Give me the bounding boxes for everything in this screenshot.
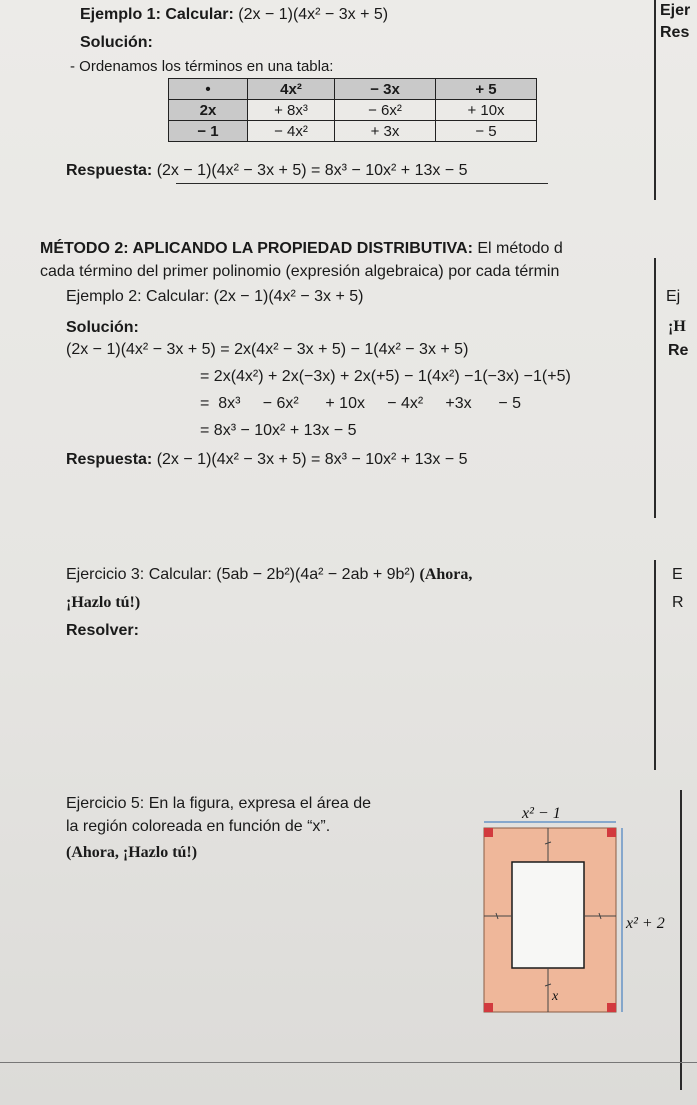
answer-underline [176,183,548,184]
ej1-ordenamos: - Ordenamos los términos en una tabla: [70,58,334,75]
ej1-title [80,6,388,24]
ej2-title-label: Ejemplo 2: Calcular: [66,288,214,305]
ej3-ahora: (Ahora, [419,566,473,583]
label-bottom: x [552,989,559,1004]
ej2-respuesta [66,451,468,469]
table-cell: − 3x [335,79,436,100]
ej1-expr: (2x − 1)(4x² − 3x + 5) [238,6,389,23]
right-col-text: Ejer [660,2,691,19]
ej2-title [66,288,363,306]
ej2-line-2: = 8x³ − 6x² + 10x − 4x² +3x − 5 [200,395,522,412]
area-figure [470,800,680,1040]
table-cell: + 10x [436,100,537,121]
ej3-hazlo: ¡Hazlo tú!) [66,594,141,611]
label-top: x² − 1 [522,805,561,822]
table-row [169,100,537,121]
ej2-respuesta-label: Respuesta: [66,451,157,468]
ej3-expr: (5ab − 2b²)(4a² − 2ab + 9b²) [216,566,420,583]
ej3-title [66,566,472,584]
table-cell: 4x² [248,79,335,100]
ej2-line-1: = 2x(4x²) + 2x(−3x) + 2x(+5) − 1(4x²) −1(−3x) −1(+5) [200,368,571,385]
ej5-line2: la región coloreada en función de “x”. [66,818,331,835]
ej2-line-3: = 8x³ − 10x² + 13x − 5 [200,422,357,439]
table-cell: 2x [169,100,248,121]
table-row [169,79,537,100]
ej5-hazlo: (Ahora, ¡Hazlo tú!) [66,844,198,861]
table-cell: − 1 [169,121,248,142]
ej3-resolver: Resolver: [66,622,139,639]
bottom-divider [0,1062,697,1063]
table-cell: + 3x [335,121,436,142]
right-col-text: E [672,566,683,583]
column-divider [680,790,682,1090]
table-cell: − 4x² [248,121,335,142]
ej2-respuesta-expr: (2x − 1)(4x² − 3x + 5) = 8x³ − 10x² + 13x − 5 [156,451,468,468]
right-col-text: Res [660,24,690,41]
right-col-text: Ej [666,288,681,305]
ej1-respuesta-expr: (2x − 1)(4x² − 3x + 5) = 8x³ − 10x² + 13x − 5 [156,162,468,179]
ej2-line-0: (2x − 1)(4x² − 3x + 5) = 2x(4x² − 3x + 5) − 1(4x² − 3x + 5) [66,341,469,358]
metodo2-line1 [40,240,563,258]
right-col-text: R [672,594,684,611]
ej2-solucion: Solución: [66,319,139,336]
metodo2-desc2: cada término del primer polinomio (expresión algebraica) por cada términ [40,263,560,280]
ej1-title-label: Ejemplo 1: Calcular: [80,6,239,23]
ej3-title-label: Ejercicio 3: Calcular: [66,566,217,583]
ej2-expr: (2x − 1)(4x² − 3x + 5) [213,288,364,305]
column-divider [654,258,656,518]
table-cell: • [169,79,248,100]
multiplication-table [168,78,537,142]
metodo2-desc1: El método d [477,240,563,257]
ej5-line1: Ejercicio 5: En la figura, expresa el área de [66,795,372,812]
table-cell: + 8x³ [248,100,335,121]
table-cell: + 5 [436,79,537,100]
label-right: x² + 2 [626,915,665,932]
right-col-text: ¡H [668,318,686,335]
table-cell: − 6x² [335,100,436,121]
column-divider [654,560,656,770]
metodo2-heading: MÉTODO 2: APLICANDO LA PROPIEDAD DISTRIBUTIVA: [40,240,478,257]
ej1-solucion: Solución: [80,34,153,51]
table-row [169,121,537,142]
ej1-respuesta-label: Respuesta: [66,162,157,179]
table-cell: − 5 [436,121,537,142]
ej1-respuesta [66,162,468,180]
right-col-text: Re [668,342,689,359]
column-divider [654,0,656,200]
